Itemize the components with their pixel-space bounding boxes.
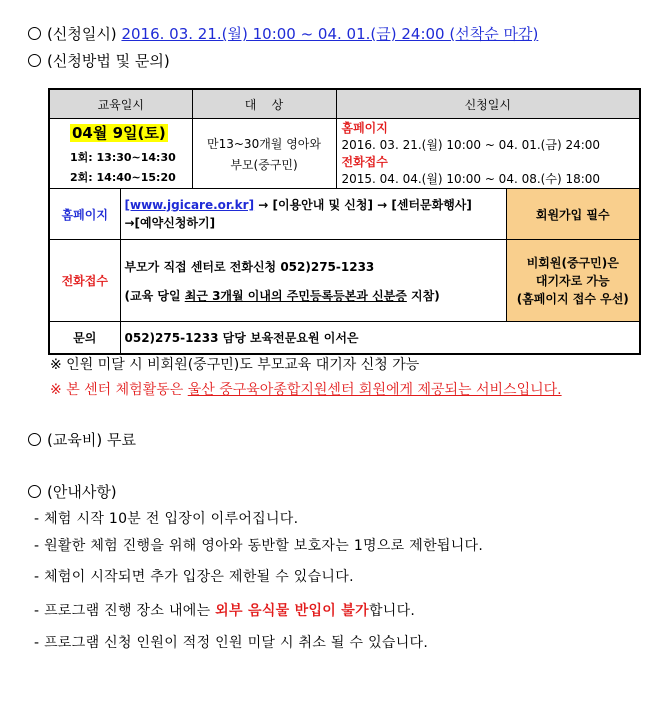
fee-line [28, 429, 136, 450]
phone-info-cell [120, 240, 506, 322]
phone-apply-label: 전화접수 [341, 154, 388, 169]
guide-item: - 프로그램 신청 인원이 적정 인원 미달 시 취소 될 수 있습니다. [34, 635, 429, 651]
row-label-inquiry: 문의 [49, 322, 120, 354]
guide-item-food-warning: 외부 음식물 반입이 불가 [215, 603, 369, 619]
session-1: 1회: 13:30~14:30 [70, 151, 176, 164]
target-line-1: 만13~30개월 영아와 [207, 136, 321, 151]
non-member-note [506, 240, 640, 322]
web-apply-dates: 2016. 03. 21.(월) 10:00 ~ 04. 01.(금) 24:00 [341, 137, 601, 152]
guide-item: - 원활한 체험 진행을 위해 영아와 동반할 보호자는 1명으로 제한됩니다. [34, 538, 484, 554]
note-waitlist: ※ 인원 미달 시 비회원(중구민)도 부모교육 대기자 신청 가능 [50, 357, 420, 373]
homepage-path: → [이용안내 및 신청] → [센터문화행사] [254, 198, 472, 212]
phone-line-2-pre: (교육 당일 [124, 288, 185, 303]
phone-line-2 [125, 287, 506, 304]
row-label-homepage: 홈페이지 [49, 189, 120, 240]
method-label: (신청방법 및 문의) [47, 52, 170, 70]
web-apply-label: 홈페이지 [341, 120, 388, 135]
homepage-path-line-2: →[예약신청하기] [124, 216, 216, 230]
row-label-phone: 전화접수 [49, 240, 120, 322]
membership-required: 회원가입 필수 [506, 189, 640, 240]
table-row [49, 189, 640, 240]
schedule-label: (신청일시) [47, 25, 117, 43]
homepage-path-cell [120, 189, 506, 240]
method-heading [28, 50, 170, 71]
note-members-only [50, 379, 562, 399]
circle-bullet-icon [28, 433, 41, 446]
circle-bullet-icon [28, 485, 41, 498]
note-underlined: 울산 중구육아종합지원센터 회원에게 제공되는 서비스입니다. [187, 382, 562, 398]
fee-value: 무료 [106, 431, 136, 449]
apply-dates-cell [336, 119, 640, 189]
phone-line-1: 부모가 직접 센터로 전화신청 052)275-1233 [124, 259, 375, 274]
guide-label: (안내사항) [47, 483, 117, 501]
table-row [49, 322, 640, 354]
homepage-link[interactable]: [www.jgicare.or.kr] [124, 198, 255, 212]
date-cell [49, 119, 192, 189]
non-member-line-2: 대기자로 가능 [535, 273, 610, 288]
guide-heading [28, 481, 117, 502]
target-cell [192, 119, 336, 189]
header-target: 대 상 [192, 89, 336, 119]
note-plain: 본 센터 체험활동은 [66, 382, 188, 398]
target-line-2: 부모(중구민) [230, 157, 298, 172]
inquiry-text: 052)275-1233 담당 보육전문요원 이서은 [120, 322, 640, 354]
schedule-line [28, 23, 538, 44]
phone-line-2-underlined: 최근 3개월 이내의 주민등록등본과 신분증 [184, 288, 407, 303]
header-date: 교육일시 [49, 89, 192, 119]
guide-item: - 체험이 시작되면 추가 입장은 제한될 수 있습니다. [34, 569, 354, 585]
circle-bullet-icon [28, 54, 41, 67]
phone-line-2-post: 지참) [406, 288, 440, 303]
table-header-row [49, 89, 640, 119]
guide-item: - 체험 시작 10분 전 입장이 이루어집니다. [34, 511, 299, 527]
education-date: 04월 9일(토) [72, 124, 166, 142]
guide-item-food-post: 합니다. [368, 603, 416, 619]
info-table [48, 88, 641, 355]
table-row [49, 119, 640, 189]
session-2: 2회: 14:40~15:20 [70, 171, 176, 184]
guide-item-food [34, 600, 415, 620]
table-row [49, 240, 640, 322]
schedule-dates: 2016. 03. 21.(월) 10:00 ~ 04. 01.(금) 24:00 (선착순 마감) [121, 25, 539, 43]
non-member-line-3: (홈페이지 접수 우선) [516, 291, 629, 306]
non-member-line-1: 비회원(중구민)은 [526, 255, 619, 270]
header-apply: 신청일시 [336, 89, 640, 119]
note-mark: ※ [50, 382, 67, 398]
phone-apply-dates: 2015. 04. 04.(월) 10:00 ~ 04. 08.(수) 18:00 [341, 171, 601, 186]
guide-item-food-pre: - 프로그램 진행 장소 내에는 [34, 603, 216, 619]
fee-label: (교육비) [47, 431, 103, 449]
circle-bullet-icon [28, 27, 41, 40]
